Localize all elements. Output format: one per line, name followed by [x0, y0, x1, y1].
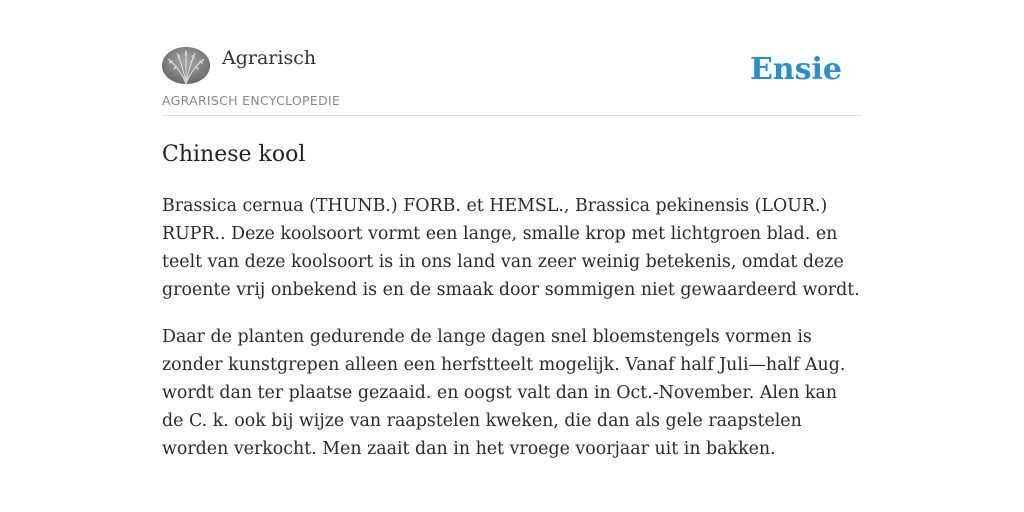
header	[162, 0, 862, 116]
entry-title: Chinese kool	[162, 142, 306, 167]
brand-logo[interactable]: Ensie	[749, 52, 842, 87]
paragraph: Daar de planten gedurende de lange dagen snel bloemstengels vormen is zonder kunstgrepen alleen een herfstteelt mogelijk. Vanaf half Juli—half Aug. wordt dan ter plaatse gezaaid. en oogst valt dan in Oct.-November. Alen kan de C. k. ook bij wijze van raapstelen kweken, die dan als gele raapstelen worden verkocht. Men zaait dan in het vroege voorjaar uit in bakken.	[162, 327, 846, 459]
article-body	[162, 192, 862, 482]
wheat-icon[interactable]	[162, 47, 210, 84]
paragraph: Brassica cernua (THUNB.) FORB. et HEMSL., Brassica pekinensis (LOUR.) RUPR.. Deze koolsoort vormt een lange, smalle krop met lichtgroen blad. en teelt van deze koolsoort is in ons land van zeer weinig betekenis, omdat deze groente vrij onbekend is en de smaak door sommigen niet gewaardeerd wordt.	[162, 196, 860, 300]
source-subtitle: AGRARISCH ENCYCLOPEDIE	[162, 93, 341, 108]
source-title[interactable]: Agrarisch	[222, 47, 317, 69]
content-column	[162, 0, 862, 459]
